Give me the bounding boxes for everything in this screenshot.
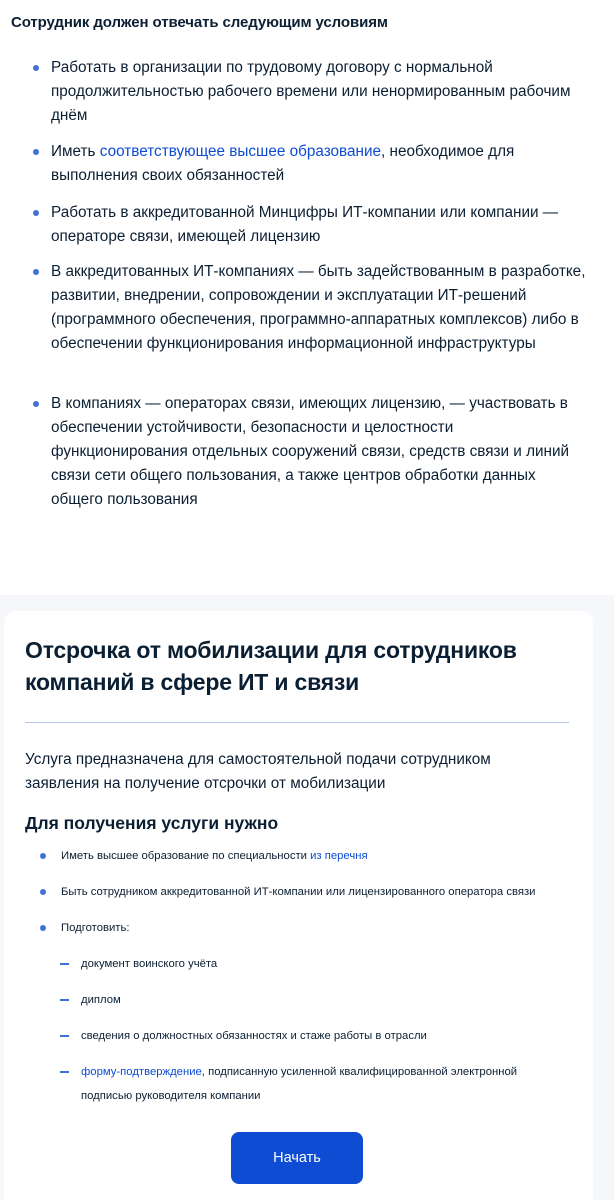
service-description: Услуга предназначена для самостоятельной подачи сотрудником заявления на получение отсрочки от мобилизации <box>25 751 491 792</box>
conditions-section <box>0 0 614 595</box>
dash-icon <box>60 1071 69 1073</box>
dash-icon <box>60 999 69 1001</box>
bullet-icon <box>40 853 46 859</box>
condition-item <box>51 56 591 128</box>
bullet-icon <box>33 65 39 71</box>
condition-text: В аккредитованных ИТ-компаниях — быть задействованным в разработке, развитии, внедрении, сопровождении и эксплуатации ИТ-решений (программного обеспечения, программно-аппаратных комплексов) либо в обеспечении функционирования информационной инфраструктуры <box>51 263 586 352</box>
divider <box>25 722 569 723</box>
requirement-text: Быть сотрудником аккредитованной ИТ-компании или лицензированного оператора связи <box>61 886 536 898</box>
prepare-text: сведения о должностных обязанностях и стаже работы в отрасли <box>81 1030 427 1042</box>
prepare-item <box>81 952 571 976</box>
prepare-item <box>81 1060 571 1108</box>
requirement-item <box>61 880 581 904</box>
requirement-text: Иметь высшее образование по специальности <box>61 850 311 862</box>
condition-item <box>51 392 591 512</box>
confirmation-form-link[interactable]: форму-подтверждение <box>81 1066 202 1078</box>
bullet-icon <box>33 401 39 407</box>
prepare-text: , подписанную усиленной квалифицированной электронной подписью руководителя компании <box>81 1066 518 1102</box>
specialty-list-link[interactable]: из перечня <box>310 850 368 862</box>
bullet-icon <box>40 889 46 895</box>
bullet-icon <box>33 269 39 275</box>
condition-text: В компаниях — операторах связи, имеющих лицензию, — участвовать в обеспечении устойчивости, безопасности и целостности функционирования отдельных сооружений связи, средств связи и линий связи сети общего пользования, а также центров обработки данных общего пользования <box>51 395 570 508</box>
bullet-icon <box>33 149 39 155</box>
prepare-text: диплом <box>81 994 121 1006</box>
requirement-item <box>61 916 581 940</box>
condition-text: Работать в аккредитованной Минцифры ИТ-компании или компании — операторе связи, имеющей лицензию <box>51 204 559 245</box>
dash-icon <box>60 1035 69 1037</box>
higher-education-link[interactable]: соответствующее высшее образование <box>99 143 382 160</box>
bullet-icon <box>33 210 39 216</box>
condition-text: , необходимое для выполнения своих обязанностей <box>51 143 515 184</box>
condition-item <box>51 260 591 356</box>
service-title: Отсрочка от мобилизации для сотрудников компаний в сфере ИТ и связи <box>25 637 517 695</box>
condition-text: Работать в организации по трудовому договору с нормальной продолжительностью рабочего времени или ненормированным рабочим днём <box>51 59 571 124</box>
dash-icon <box>60 963 69 965</box>
prepare-item <box>81 1024 571 1048</box>
requirements-title: Для получения услуги нужно <box>25 813 279 833</box>
conditions-title: Сотрудник должен отвечать следующим условиям <box>11 14 388 31</box>
prepare-item <box>81 988 571 1012</box>
condition-item <box>51 140 591 188</box>
prepare-text: документ воинского учёта <box>81 958 218 970</box>
condition-item <box>51 201 591 249</box>
bullet-icon <box>40 925 46 931</box>
requirement-text: Подготовить: <box>61 922 130 934</box>
service-card <box>4 611 593 1200</box>
condition-text: Иметь <box>51 143 100 160</box>
requirement-item <box>61 844 581 868</box>
start-button[interactable]: Начать <box>231 1132 363 1184</box>
